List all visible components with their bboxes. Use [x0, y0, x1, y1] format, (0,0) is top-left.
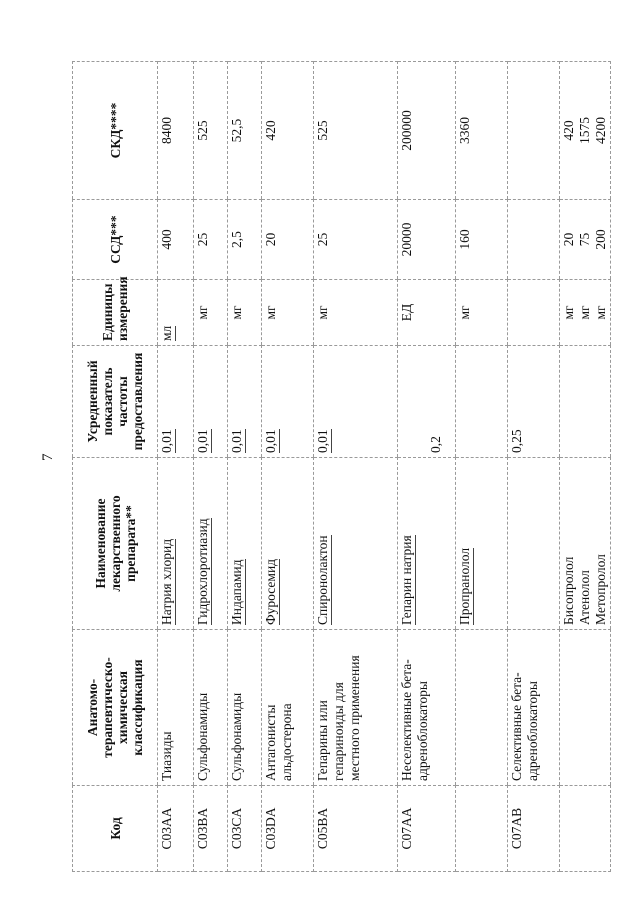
- cell-atc: [456, 630, 508, 786]
- cell-unit: [158, 280, 194, 346]
- header-atc: Анатомо-терапевтическо-химическая классификация: [73, 630, 158, 786]
- drug-name: Бисопролол: [561, 556, 576, 625]
- table-row: [194, 62, 228, 872]
- cell-unit: мг: [194, 280, 228, 346]
- cell-atc: Неселективные бета-адреноблокаторы: [398, 630, 456, 786]
- table-row: [508, 62, 560, 872]
- drug-table: [72, 61, 611, 872]
- cell-frequency: [262, 346, 314, 458]
- skd-value: 420: [561, 120, 576, 141]
- cell-drug: [398, 458, 456, 630]
- page-number: 7: [40, 453, 56, 461]
- cell-atc: Антагонисты альдостерона: [262, 630, 314, 786]
- cell-ssd: 160: [456, 200, 508, 280]
- cell-ssd: 400: [158, 200, 194, 280]
- cell-skd: 3360: [456, 62, 508, 200]
- cell-atc: Сульфонамиды: [194, 630, 228, 786]
- cell-code: C03DA: [262, 786, 314, 872]
- cell-drug: [456, 458, 508, 630]
- cell-ssd: 20: [262, 200, 314, 280]
- cell-code: C07AB: [508, 786, 560, 872]
- drug-name: Индапамид: [229, 559, 244, 625]
- cell-drug: [194, 458, 228, 630]
- rotated-table-container: [72, 62, 608, 872]
- unit-value: мл: [159, 325, 174, 341]
- ssd-value: 75: [577, 232, 592, 247]
- drug-name: Гидрохлоротиазид: [195, 518, 210, 625]
- cell-skd: 420: [262, 62, 314, 200]
- cell-drug-list: [560, 458, 611, 630]
- cell-unit: мг: [262, 280, 314, 346]
- table-row: [158, 62, 194, 872]
- cell-skd: 52,5: [228, 62, 262, 200]
- table-row: [456, 62, 508, 872]
- cell-code: C03BA: [194, 786, 228, 872]
- cell-unit: [508, 280, 560, 346]
- cell-frequency: 0,25: [508, 346, 560, 458]
- cell-unit: мг: [228, 280, 262, 346]
- cell-unit-list: [560, 280, 611, 346]
- drug-name: Натрия хлорид: [159, 538, 174, 625]
- cell-drug: [314, 458, 398, 630]
- cell-drug: [262, 458, 314, 630]
- table-header-row: [73, 62, 158, 872]
- cell-ssd-list: [560, 200, 611, 280]
- header-drug: Наименование лекарственного препарата**: [73, 458, 158, 630]
- skd-value: 4200: [593, 117, 608, 144]
- frequency-value: 0,01: [263, 429, 278, 453]
- cell-frequency: [228, 346, 262, 458]
- cell-drug: [228, 458, 262, 630]
- cell-unit: мг: [314, 280, 398, 346]
- cell-unit: мг: [456, 280, 508, 346]
- drug-name: Фуросемид: [263, 558, 278, 625]
- cell-code: C03AA: [158, 786, 194, 872]
- cell-drug: [508, 458, 560, 630]
- cell-atc: Сульфонамиды: [228, 630, 262, 786]
- frequency-value: 0,01: [195, 429, 210, 453]
- header-ssd: ССД***: [73, 200, 158, 280]
- cell-code: C07AA: [398, 786, 456, 872]
- drug-name: Спиронолактон: [315, 535, 330, 625]
- cell-atc: [560, 630, 611, 786]
- cell-drug: [158, 458, 194, 630]
- cell-skd: 200000: [398, 62, 456, 200]
- cell-ssd: 20000: [398, 200, 456, 280]
- drug-name: Атенолол: [577, 570, 592, 625]
- cell-frequency: [194, 346, 228, 458]
- cell-skd: [508, 62, 560, 200]
- table-row: [262, 62, 314, 872]
- table-row: [228, 62, 262, 872]
- unit-value: мг: [593, 305, 608, 320]
- cell-code: [456, 786, 508, 872]
- frequency-value: 0,01: [315, 429, 330, 453]
- header-frequency: Усредненный показатель частоты предоставления: [73, 346, 158, 458]
- cell-frequency: [314, 346, 398, 458]
- table-row: [398, 62, 456, 872]
- cell-atc: Тиазиды: [158, 630, 194, 786]
- cell-frequency: [560, 346, 611, 458]
- cell-atc: Гепарины или гепариноиды для местного применения: [314, 630, 398, 786]
- cell-ssd: [508, 200, 560, 280]
- frequency-value: 0,01: [159, 429, 174, 453]
- cell-unit: ЕД: [398, 280, 456, 346]
- cell-skd: 8400: [158, 62, 194, 200]
- cell-skd: 525: [314, 62, 398, 200]
- unit-value: мг: [561, 305, 576, 320]
- drug-name: Пропранолол: [457, 547, 472, 625]
- cell-code: [560, 786, 611, 872]
- cell-frequency: [456, 346, 508, 458]
- frequency-value: 0,01: [229, 429, 244, 453]
- header-code: Код: [73, 786, 158, 872]
- cell-ssd: 25: [194, 200, 228, 280]
- cell-ssd: 25: [314, 200, 398, 280]
- table-row: [560, 62, 611, 872]
- cell-skd-list: [560, 62, 611, 200]
- table-row: [314, 62, 398, 872]
- cell-code: C05BA: [314, 786, 398, 872]
- cell-frequency: 0,2: [398, 346, 456, 458]
- drug-name: Метопролол: [593, 554, 608, 625]
- unit-value: мг: [577, 305, 592, 320]
- cell-atc: Селективные бета-адреноблокаторы: [508, 630, 560, 786]
- ssd-value: 200: [593, 229, 608, 250]
- ssd-value: 20: [561, 232, 576, 247]
- cell-skd: 525: [194, 62, 228, 200]
- cell-code: C03CA: [228, 786, 262, 872]
- header-unit: Единицы измерения: [73, 280, 158, 346]
- cell-ssd: 2,5: [228, 200, 262, 280]
- drug-name: Гепарин натрия: [399, 535, 414, 625]
- skd-value: 1575: [577, 117, 592, 144]
- cell-frequency: [158, 346, 194, 458]
- header-skd: СКД****: [73, 62, 158, 200]
